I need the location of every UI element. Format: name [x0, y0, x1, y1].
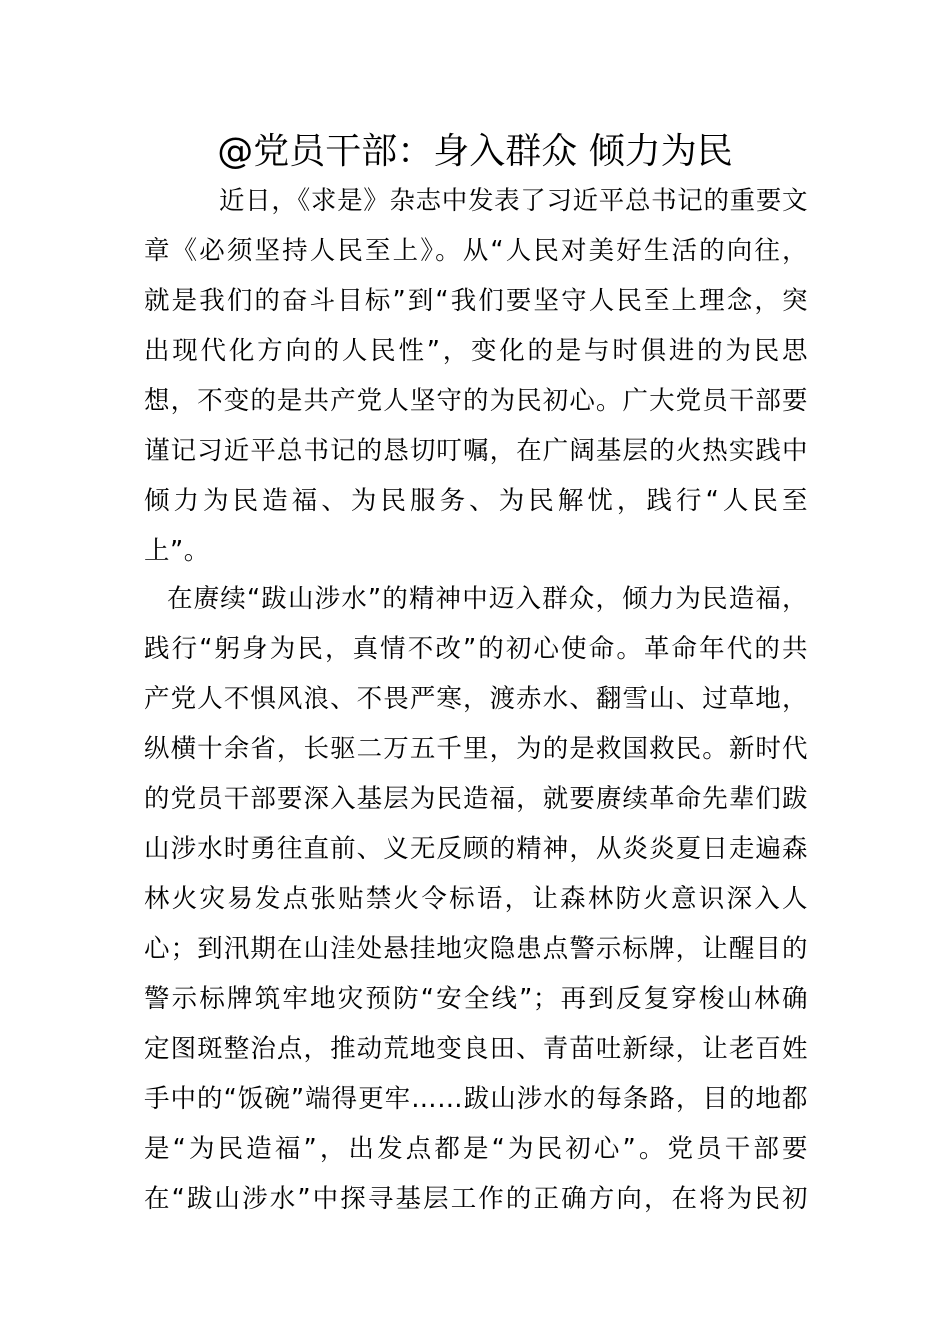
paragraph-line: 纵横十余省，长驱二万五千里，为的是救国救民。新时代	[144, 734, 808, 764]
paragraph-line: 在赓续“跋山涉水”的精神中迈入群众，倾力为民造福，	[167, 584, 808, 614]
paragraph-line: 出现代化方向的人民性”，变化的是与时俱进的为民思	[144, 336, 808, 366]
paragraph-line: 定图斑整治点，推动荒地变良田、青苗吐新绿，让老百姓	[144, 1034, 808, 1064]
paragraph-line: 近日，《求是》杂志中发表了习近平总书记的重要文	[219, 186, 808, 216]
paragraph-line: 章《必须坚持人民至上》。从“人民对美好生活的向往，	[144, 236, 808, 266]
paragraph-line: 在“跋山涉水”中探寻基层工作的正确方向，在将为民初	[144, 1184, 808, 1214]
paragraph-line: 的党员干部要深入基层为民造福，就要赓续革命先辈们跋	[144, 784, 808, 814]
paragraph-line: 山涉水时勇往直前、义无反顾的精神，从炎炎夏日走遍森	[144, 834, 808, 864]
paragraph-line: 是“为民造福”，出发点都是“为民初心”。党员干部要	[144, 1134, 808, 1164]
paragraph-line: 手中的“饭碗”端得更牢……跋山涉水的每条路，目的地都	[144, 1084, 808, 1114]
paragraph-2	[144, 574, 808, 1224]
paragraph-line: 警示标牌筑牢地灾预防“安全线”；再到反复穿梭山林确	[144, 984, 808, 1014]
paragraph-line: 心；到汛期在山洼处悬挂地灾隐患点警示标牌，让醒目的	[144, 934, 808, 964]
paragraph-line: 产党人不惧风浪、不畏严寒，渡赤水、翻雪山、过草地，	[144, 684, 808, 714]
paragraph-line: 上”。	[144, 536, 210, 566]
paragraph-line: 践行“躬身为民，真情不改”的初心使命。革命年代的共	[144, 634, 808, 664]
paragraph-line: 想，不变的是共产党人坚守的为民初心。广大党员干部要	[144, 386, 808, 416]
paragraph-line: 就是我们的奋斗目标”到“我们要坚守人民至上理念，突	[144, 286, 808, 316]
paragraph-1	[144, 176, 808, 576]
paragraph-line: 林火灾易发点张贴禁火令标语，让森林防火意识深入人	[144, 884, 808, 914]
paragraph-line: 谨记习近平总书记的恳切叮嘱，在广阔基层的火热实践中	[144, 436, 808, 466]
document-title: @党员干部：身入群众 倾力为民	[217, 131, 733, 172]
paragraph-line: 倾力为民造福、为民服务、为民解忧，践行“人民至	[144, 486, 808, 516]
